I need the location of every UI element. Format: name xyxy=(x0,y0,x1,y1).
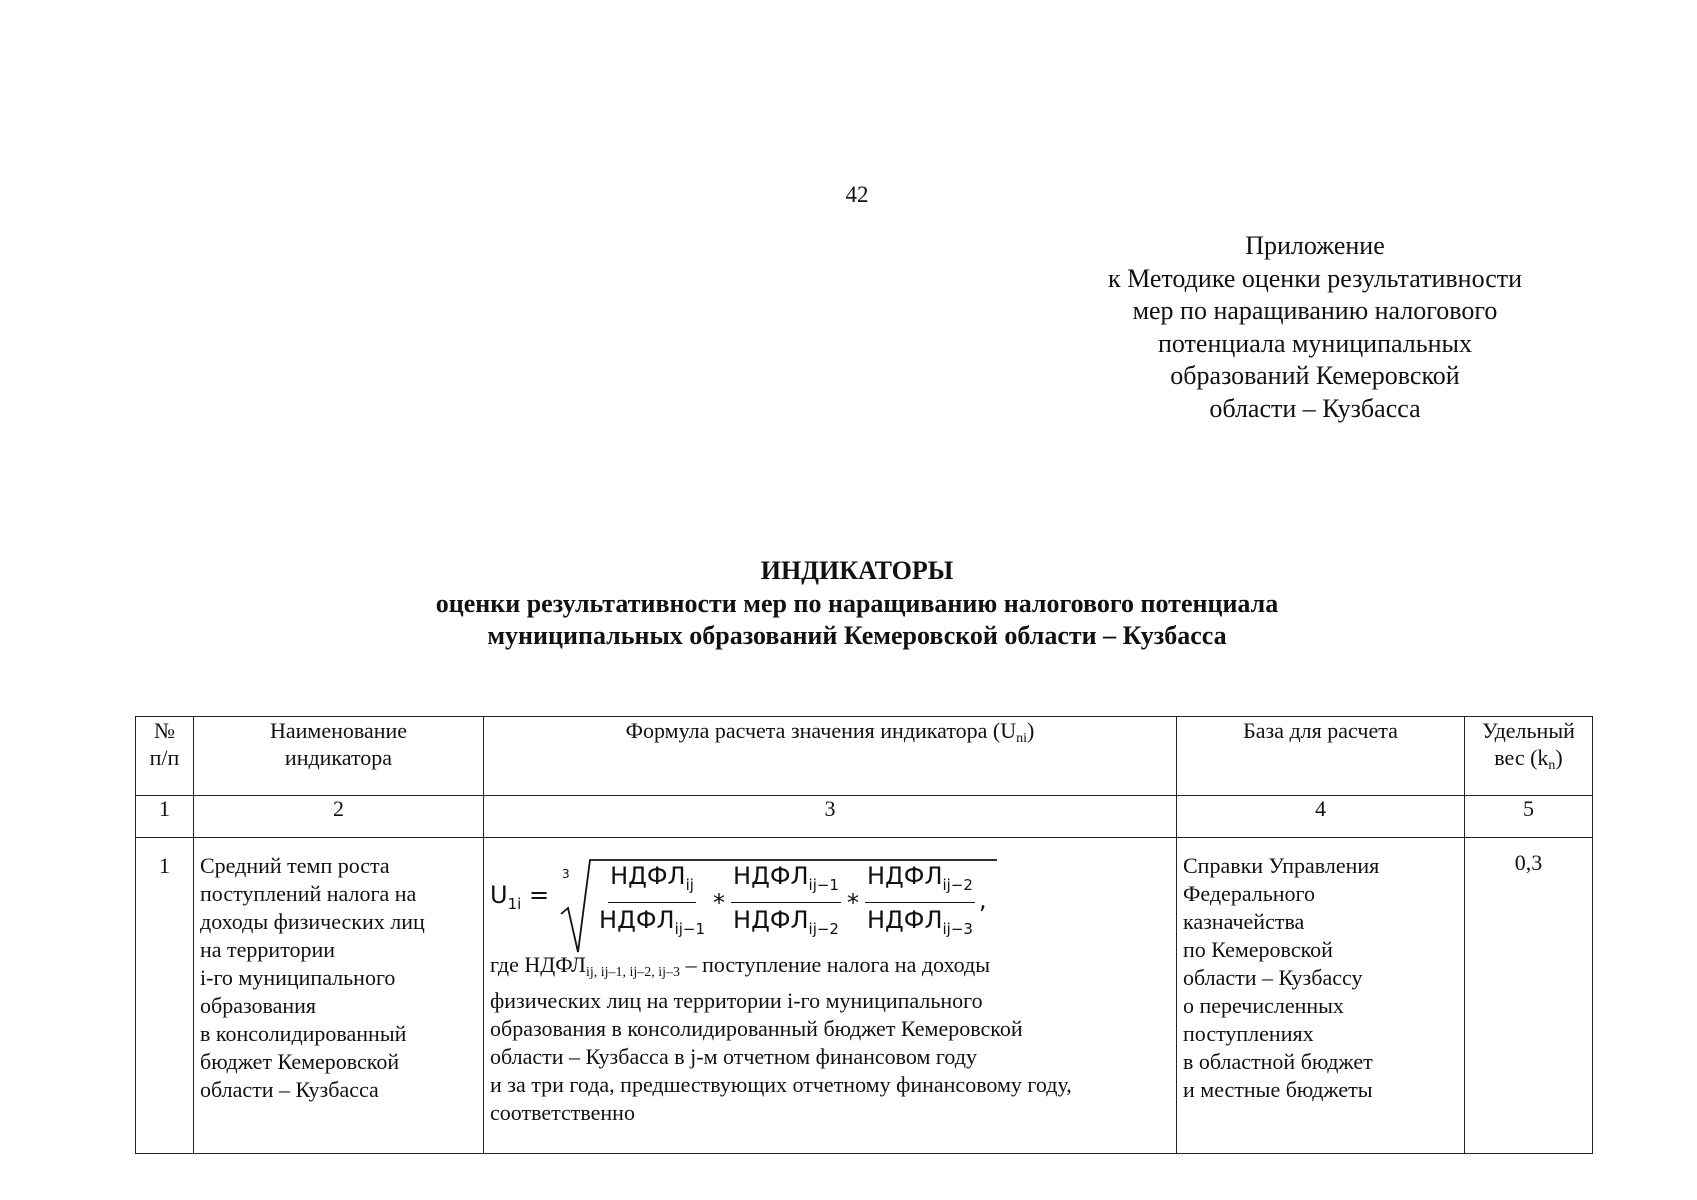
column-number: 1 xyxy=(136,796,194,838)
header-formula-sub: ni xyxy=(1016,731,1028,746)
term-sub: ij−3 xyxy=(942,920,973,938)
base-line: Федерального xyxy=(1183,881,1316,906)
formula-equals: = xyxy=(528,881,550,909)
calculation-base xyxy=(1177,838,1465,1154)
page-number: 42 xyxy=(845,182,869,207)
base-line: о перечисленных xyxy=(1183,993,1344,1018)
header-weight-line: Удельный xyxy=(1482,718,1575,743)
indicators-table xyxy=(135,716,1593,1154)
header-name-line: Наименование xyxy=(269,718,408,743)
appendix-line: к Методике оценки результативности xyxy=(1107,263,1523,293)
indicator-name-line: Средний темп роста xyxy=(200,853,390,878)
appendix-line: образований Кемеровской xyxy=(1170,361,1460,390)
base-line: области – Кузбассу xyxy=(1183,965,1363,990)
term-sub: ij−2 xyxy=(808,920,839,938)
root-index: 3 xyxy=(562,867,570,881)
explanation-line: физических лиц на территории i-го муниципального xyxy=(490,988,983,1013)
row-number: 1 xyxy=(136,838,194,1154)
indicator-name-line: доходы физических лиц xyxy=(200,909,425,934)
table-header-row xyxy=(136,717,1593,796)
formula-explanation xyxy=(490,951,1170,1127)
base-line: казначейства xyxy=(1183,909,1305,934)
header-weight-close: ) xyxy=(1555,745,1563,770)
indicator-formula xyxy=(490,848,1170,951)
header-formula-text: Формула расчета значения индикатора (U xyxy=(625,718,1017,743)
formula-lhs-symbol: U xyxy=(490,881,508,909)
indicator-name-line: i-го муниципального xyxy=(200,965,396,990)
indicator-name-line: области – Кузбасса xyxy=(200,1077,379,1102)
appendix-line: потенциала муниципальных xyxy=(1157,328,1472,358)
term: НДФЛ xyxy=(610,862,686,890)
header-formula xyxy=(484,717,1177,796)
indicator-name xyxy=(194,838,484,1154)
formula-tail: , xyxy=(978,885,987,914)
term: НДФЛ xyxy=(866,862,943,890)
formula-lhs xyxy=(490,881,549,918)
radical-sign xyxy=(559,856,999,956)
header-weight xyxy=(1465,717,1593,796)
term: НДФЛ xyxy=(733,906,809,934)
column-number: 4 xyxy=(1177,796,1465,838)
term: НДФЛ xyxy=(866,906,943,934)
base-line: и местные бюджеты xyxy=(1183,1077,1373,1102)
indicator-name-line: поступлений налога на xyxy=(200,881,417,906)
column-number: 3 xyxy=(484,796,1177,838)
explanation-subs: ij, ij–1, ij–2, ij–3 xyxy=(585,965,681,980)
base-line: в областной бюджет xyxy=(1183,1049,1373,1074)
term-sub: ij−2 xyxy=(942,876,973,894)
header-formula-close: ) xyxy=(1027,718,1035,743)
table-row xyxy=(136,838,1593,1154)
title-main: ИНДИКАТОРЫ xyxy=(760,556,954,585)
base-line: поступлениях xyxy=(1183,1021,1314,1046)
explanation-line: области – Кузбасса в j-м отчетном финансовом году xyxy=(490,1044,977,1069)
appendix-line: Приложение xyxy=(1245,231,1385,260)
header-weight-sub: n xyxy=(1548,758,1556,773)
appendix-caption xyxy=(1085,230,1545,425)
indicator-name-line: в консолидированный xyxy=(200,1021,407,1046)
header-name-line: индикатора xyxy=(284,745,393,770)
explanation-prefix: где НДФЛ xyxy=(490,952,586,977)
header-base: База для расчета xyxy=(1177,717,1465,796)
explanation-line: образования в консолидированный бюджет Кемеровской xyxy=(490,1016,1023,1041)
document-title xyxy=(0,555,1697,653)
term: НДФЛ xyxy=(733,862,809,890)
appendix-line: области – Кузбасса xyxy=(1209,393,1421,423)
indicator-name-line: на территории xyxy=(200,937,336,962)
header-no-line: № xyxy=(154,718,175,743)
header-weight-line xyxy=(1465,744,1592,779)
indicator-weight: 0,3 xyxy=(1465,838,1593,1154)
explanation-line: и за три года, предшествующих отчетному финансовому году, xyxy=(490,1072,1072,1097)
explanation-line xyxy=(490,951,1170,987)
cube-root xyxy=(559,856,979,943)
column-number: 5 xyxy=(1465,796,1593,838)
explanation-line: соответственно xyxy=(490,1100,635,1125)
indicator-name-line: образования xyxy=(200,993,317,1018)
header-no-line: п/п xyxy=(149,745,180,770)
multiply-sign: * xyxy=(846,888,859,917)
column-number-row xyxy=(136,796,1593,838)
explanation-suffix: – поступление налога на доходы xyxy=(680,952,990,977)
indicator-formula-cell xyxy=(484,838,1177,1154)
title-line: оценки результативности мер по наращиванию налогового потенциала xyxy=(435,588,1279,618)
header-name xyxy=(194,717,484,796)
appendix-line: мер по наращиванию налогового xyxy=(1132,296,1498,325)
multiply-sign: * xyxy=(713,888,726,917)
header-weight-text: вес (k xyxy=(1494,745,1549,770)
column-number: 2 xyxy=(194,796,484,838)
base-line: Справки Управления xyxy=(1183,853,1380,878)
term-sub: ij−1 xyxy=(808,876,839,894)
indicator-name-line: бюджет Кемеровской xyxy=(200,1049,400,1074)
formula-lhs-sub: 1i xyxy=(507,895,522,913)
title-line: муниципальных образований Кемеровской области – Кузбасса xyxy=(487,621,1227,650)
term-sub: ij xyxy=(685,876,694,894)
term: НДФЛ xyxy=(599,906,675,934)
term-sub: ij−1 xyxy=(674,920,706,938)
base-line: по Кемеровской xyxy=(1183,937,1333,962)
header-no xyxy=(136,717,194,796)
